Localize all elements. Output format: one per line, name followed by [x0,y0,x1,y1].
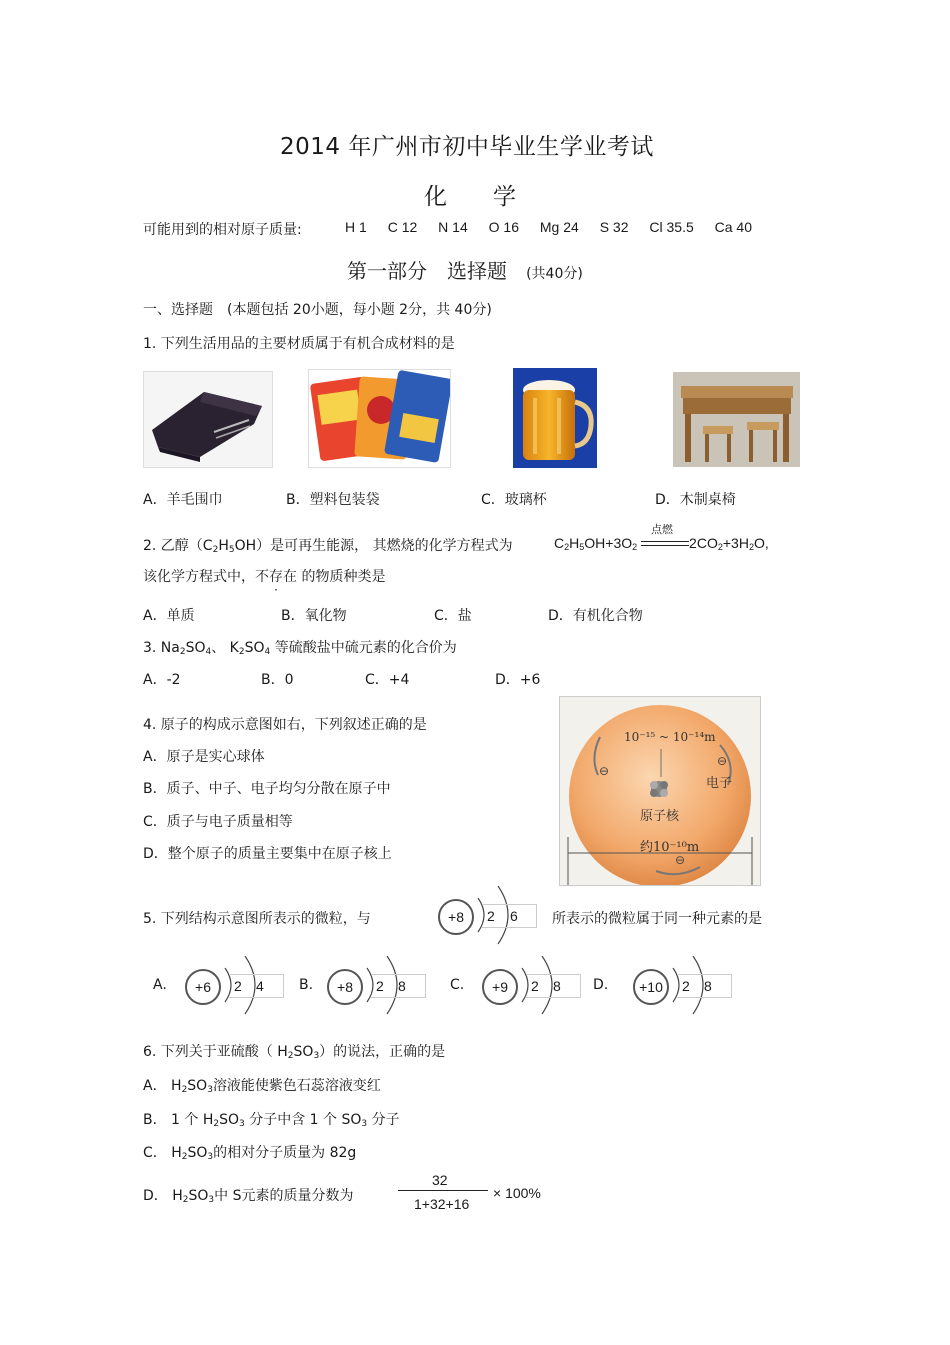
subscript: 2 [717,542,723,552]
subscript: 3 [313,1051,320,1061]
atom-size-label: 约10⁻¹⁰m [640,840,700,855]
atomic-mass-item: Mg 24 [539,219,579,235]
electron-icon: ⊖ [675,853,686,867]
fraction-multiplier: × 100% [493,1185,541,1201]
subscript: 2 [238,647,245,657]
shell-electrons: 2 [234,978,242,994]
option-letter: B. [299,977,314,993]
q3-stem-text: SO [185,640,206,656]
q1-option-a[interactable]: A．羊毛围巾 [143,492,223,508]
option-text: SO [188,1188,209,1204]
q2-option-d[interactable]: D．有机化合物 [548,608,643,624]
subscript: 2 [213,1119,220,1129]
q1-option-d[interactable]: D．木制桌椅 [655,492,736,508]
plastic-bags-image [308,369,451,468]
q3-option-b[interactable]: B．0 [261,672,294,688]
reference-atom-diagram [438,886,538,946]
q3-stem-text: 等硫酸盐中硫元素的化合价为 [270,640,457,656]
q6-option-d[interactable] [143,1185,353,1205]
q2-option-b[interactable]: B．氧化物 [281,608,347,624]
fraction-denominator: 1+32+16 [414,1196,470,1212]
q3-option-c[interactable]: C．+4 [365,672,410,688]
atomic-mass-item: N 14 [438,219,468,235]
q6-option-a[interactable] [143,1075,381,1095]
electron-icon: ⊖ [599,764,610,778]
q4-stem: 4. 原子的构成示意图如右，下列叙述正确的是 [143,717,427,733]
fraction-bar [398,1190,488,1191]
nucleus-charge: +8 [448,909,464,925]
part-note: (共40分) [526,266,583,282]
shell-electrons: 2 [682,978,690,994]
subscript: 4 [264,647,271,657]
q2-line2-text: 的物质种类是 [297,569,386,585]
q6-stem-text: ）的说法，正确的是 [319,1044,446,1060]
subscript: 2 [182,1195,189,1205]
subject-title: 化 学 [424,184,516,210]
q2-line2 [143,566,385,586]
subscript: 3 [239,1119,245,1129]
equation-part: H [569,535,580,551]
q5-stem-a: 5. 下列结构示意图所表示的微粒，与 [143,911,371,927]
q3-stem-text: 3. Na [143,640,180,656]
equation-part: C [554,535,565,551]
option-d-atom-diagram[interactable] [633,956,733,1016]
subscript: 3 [207,1085,213,1095]
option-text: C． H [143,1145,182,1161]
q3-stem-text: 、 K [211,640,239,656]
wooden-desk-image [673,372,800,467]
q2-line2-text: 该化学方程式中， [143,569,255,585]
subscript: 5 [228,545,235,555]
subscript: 3 [207,1152,214,1162]
subscript: 2 [179,647,186,657]
shell-electrons: 2 [487,908,495,924]
q6-stem [143,1041,445,1061]
equation-part: O, [753,535,769,551]
q5-option-d[interactable] [593,977,608,993]
option-text: D． H [143,1188,183,1204]
equation-part: +3H [722,535,749,551]
atomic-mass-label: 可能用到的相对原子质量: [143,222,302,238]
q2-stem-text: 2. 乙醇（C [143,538,213,554]
subscript: 2 [181,1085,188,1095]
atomic-mass-item: Ca 40 [714,219,752,235]
option-c-atom-diagram[interactable] [482,956,582,1016]
option-a-atom-diagram[interactable] [185,956,285,1016]
atomic-mass-item: C 12 [387,219,418,235]
nucleus-charge: +9 [492,979,508,995]
option-text: SO [187,1145,208,1161]
option-text: B． 1 个 H [143,1112,214,1128]
atomic-mass-list [345,219,752,235]
shell-electrons: 2 [531,978,539,994]
option-b-atom-diagram[interactable] [327,956,427,1016]
option-text: A． H [143,1078,182,1094]
shell-electrons: 6 [510,908,518,924]
shell-electrons: 4 [256,978,264,994]
atomic-mass-item: Cl 35.5 [649,219,694,235]
atomic-mass-item: H 1 [345,219,367,235]
q6-stem-text: 6. 下列关于亚硫酸（ H [143,1044,288,1060]
q2-stem-text: H [218,538,229,554]
option-text: SO [187,1078,208,1094]
shell-electrons: 8 [704,978,712,994]
q4-option-c[interactable]: C．质子与电子质量相等 [143,814,293,830]
double-line [641,541,689,546]
section-heading: 一、选择题 (本题包括 20小题，每小题 2分，共 40分) [143,302,492,318]
q5-option-a[interactable] [153,977,167,993]
combustion-equation [554,523,769,552]
nucleus-charge: +8 [337,979,353,995]
shell-electrons: 8 [553,978,561,994]
equation-part: OH+3O [584,535,633,551]
option-letter: D. [593,977,609,993]
nucleus-label: 原子核 [640,809,680,824]
atomic-mass-item: O 16 [488,219,519,235]
q2-option-c[interactable]: C．盐 [434,608,472,624]
option-letter: A. [153,977,167,993]
subscript: 3 [208,1195,215,1205]
emphasis-text: 不存在 [255,569,297,585]
option-text: 溶液能使紫色石蕊溶液变红 [212,1078,381,1094]
q3-option-a[interactable]: A．-2 [143,672,181,688]
equation-part: 2CO [689,535,718,551]
q3-stem [143,637,457,657]
subscript: 2 [564,542,570,552]
q6-stem-text: SO [293,1044,314,1060]
part-title [347,255,583,284]
q2-stem [143,535,513,555]
subscript: 4 [205,647,212,657]
atom-structure-figure [559,696,761,886]
subscript: 2 [748,542,754,552]
q3-stem-text: SO [244,640,265,656]
nucleus-size-label: 10⁻¹⁵ ~ 10⁻¹⁴m [624,730,716,744]
q1-option-c[interactable]: C．玻璃杯 [481,492,547,508]
electron-icon: ⊖ [717,754,728,768]
subscript: 2 [287,1051,294,1061]
subscript: 3 [361,1119,368,1129]
reaction-condition: 点燃 [651,523,674,537]
q2-option-a[interactable]: A．单质 [143,608,195,624]
atomic-mass-item: S 32 [599,219,629,235]
q5-option-c[interactable] [450,977,464,993]
q6-option-b[interactable] [143,1109,400,1129]
subscript: 2 [212,545,219,555]
scarf-image [143,371,273,468]
q5-option-b[interactable] [299,977,313,993]
option-text: 中 S元素的质量分数为 [214,1188,354,1204]
electron-label: 电子 [706,776,733,791]
q3-option-d[interactable]: D．+6 [495,672,541,688]
q6-option-c[interactable] [143,1142,356,1162]
q4-option-d[interactable]: D．整个原子的质量主要集中在原子核上 [143,846,392,862]
mass-fraction [398,1170,490,1218]
option-text: 的相对分子质量为 82g [213,1145,357,1161]
q4-option-b[interactable]: B．质子、中子、电子均匀分散在原子中 [143,781,391,797]
q4-option-a[interactable]: A．原子是实心球体 [143,749,265,765]
fraction-numerator: 32 [432,1172,448,1188]
subscript: 5 [579,542,585,552]
exam-title: 2014 年广州市初中毕业生学业考试 [280,134,654,160]
q5-stem-b: 所表示的微粒属于同一种元素的是 [552,911,762,927]
q2-stem-text: OH）是可再生能源， 其燃烧的化学方程式为 [234,538,513,554]
shell-electrons: 2 [376,978,384,994]
shell-electrons: 8 [398,978,406,994]
subscript: 2 [632,542,638,552]
option-text: 分子 [367,1112,400,1128]
part-title-text: 第一部分 选择题 [347,259,507,283]
option-text: SO [219,1112,240,1128]
reaction-arrow [641,523,689,549]
option-text: 分子中含 1 个 SO [244,1112,362,1128]
subscript: 2 [181,1152,188,1162]
glass-cup-image [513,368,597,468]
nucleus-charge: +10 [639,979,663,995]
q1-stem: 1. 下列生活用品的主要材质属于有机合成材料的是 [143,336,455,352]
q1-option-b[interactable]: B．塑料包装袋 [286,492,380,508]
nucleus-charge: +6 [195,979,211,995]
option-letter: C. [450,977,465,993]
